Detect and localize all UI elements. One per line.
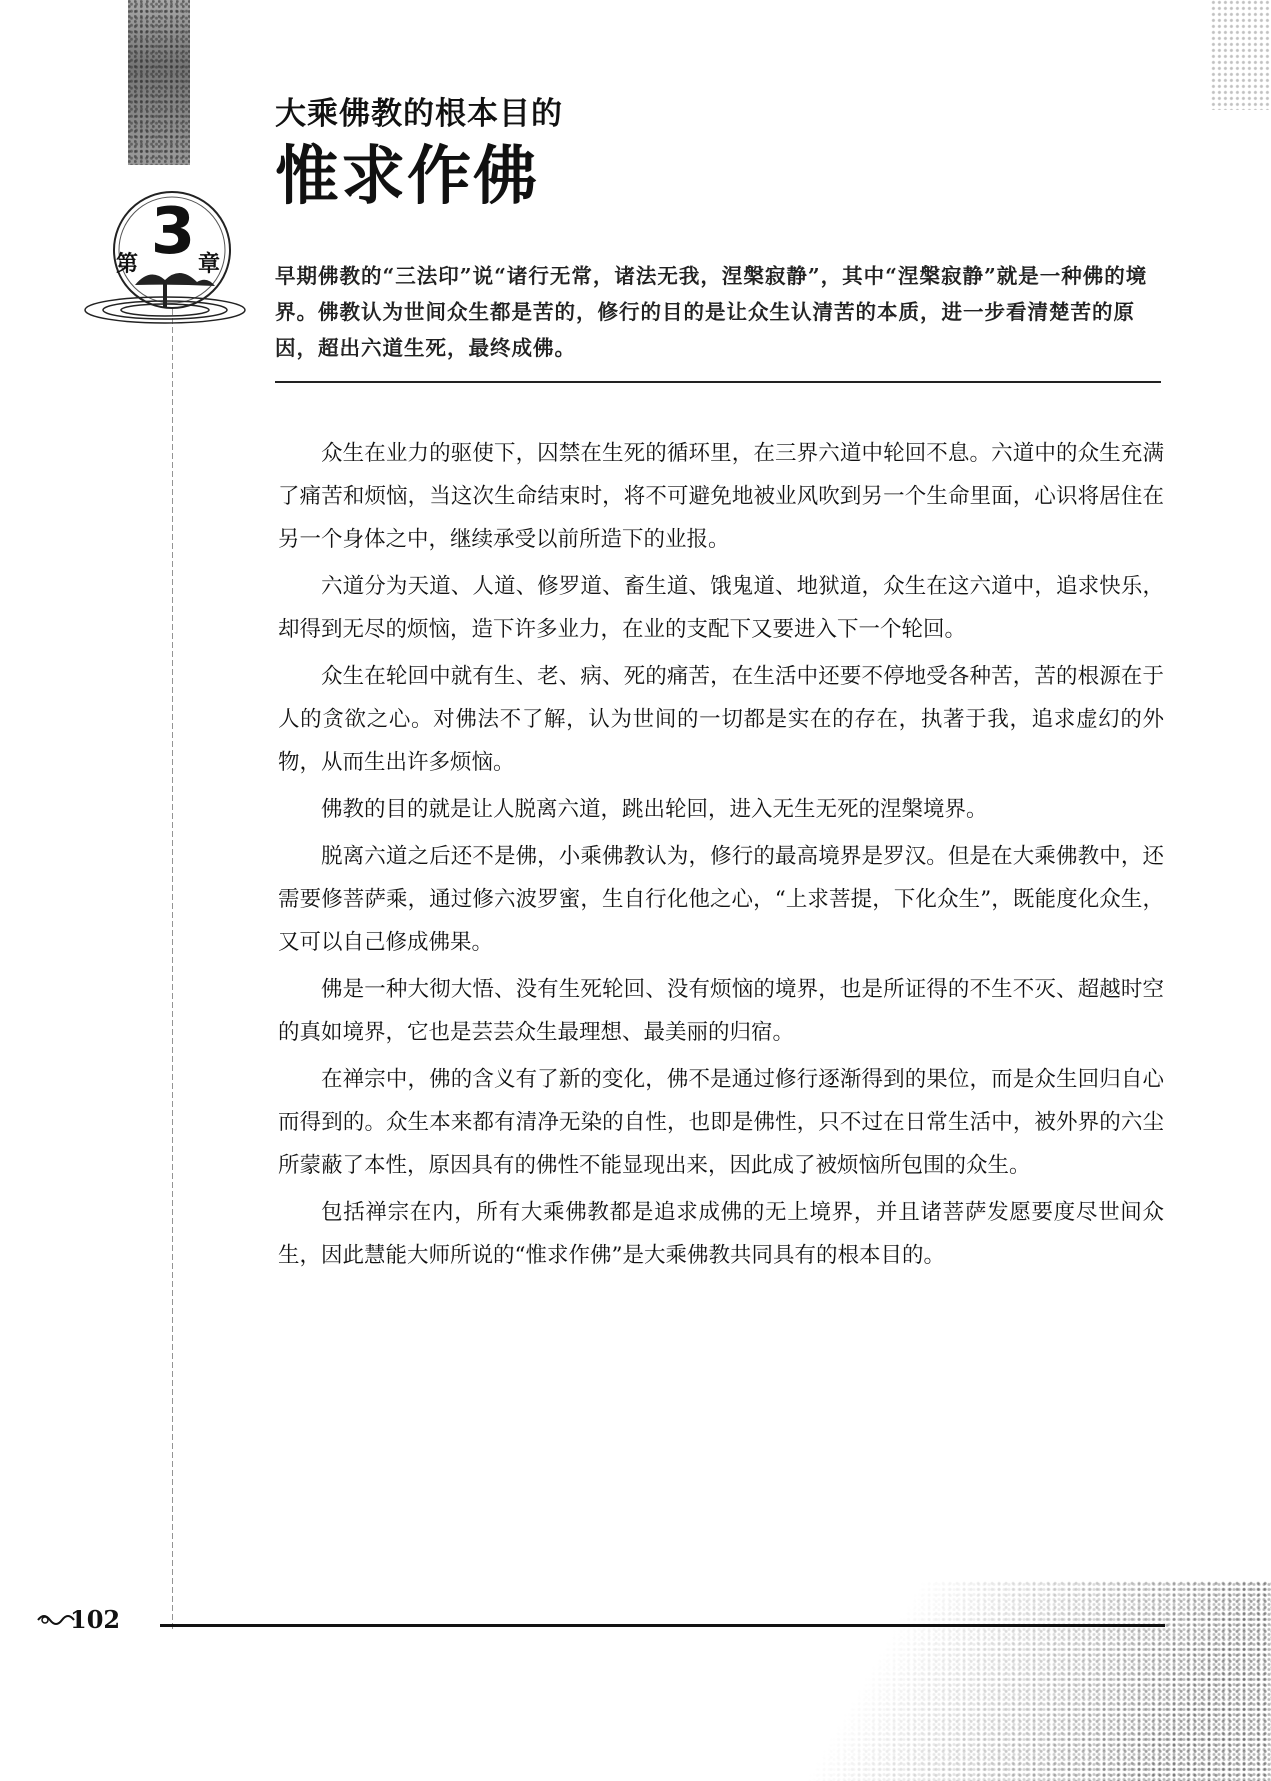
margin-line [172, 300, 173, 1630]
scan-noise-top-right [1211, 0, 1271, 110]
paragraph: 佛是一种大彻大悟、没有生死轮回、没有烦恼的境界，也是所证得的不生不灭、超越时空的真如境界，它也是芸芸众生最理想、最美丽的归宿。 [278, 977, 1164, 1045]
paragraph: 包括禅宗在内，所有大乘佛教都是追求成佛的无上境界，并且诸菩萨发愿要度尽世间众生，因此慧能大师所说的“惟求作佛”是大乘佛教共同具有的根本目的。 [278, 1200, 1164, 1268]
body-text [278, 432, 1164, 1281]
paragraph: 六道分为天道、人道、修罗道、畜生道、饿鬼道、地狱道，众生在这六道中，追求快乐，却得到无尽的烦恼，造下许多业力，在业的支配下又要进入下一个轮回。 [278, 574, 1164, 642]
scan-noise-bottom-right [801, 1581, 1271, 1781]
paragraph: 众生在业力的驱使下，囚禁在生死的循环里，在三界六道中轮回不息。六道中的众生充满了痛苦和烦恼，当这次生命结束时，将不可避免地被业风吹到另一个生命里面，心识将居住在另一个身体之中，继续承受以前所造下的业报。 [278, 441, 1164, 552]
chapter-number: 3 [150, 195, 196, 269]
intro-divider [275, 381, 1161, 383]
paragraph: 在禅宗中，佛的含义有了新的变化，佛不是通过修行逐渐得到的果位，而是众生回归自心而得到的。众生本来都有清净无染的自性，也即是佛性，只不过在日常生活中，被外界的六尘所蒙蔽了本性，原因具有的佛性不能显现出来，因此成了被烦恼所包围的众生。 [278, 1067, 1164, 1178]
paragraph: 佛教的目的就是让人脱离六道，跳出轮回，进入无生无死的涅槃境界。 [321, 797, 988, 822]
paragraph: 众生在轮回中就有生、老、病、死的痛苦，在生活中还要不停地受各种苦，苦的根源在于人的贪欲之心。对佛法不了解，认为世间的一切都是实在的存在，执著于我，追求虚幻的外物，从而生出许多烦恼。 [278, 664, 1164, 775]
paragraph: 脱离六道之后还不是佛，小乘佛教认为，修行的最高境界是罗汉。但是在大乘佛教中，还需要修菩萨乘，通过修六波罗蜜，生自行化他之心，“上求菩提，下化众生”，既能度化众生，又可以自己修成佛果。 [278, 844, 1164, 955]
chapter-intro: 早期佛教的“三法印”说“诸行无常，诸法无我，涅槃寂静”，其中“涅槃寂静”就是一种佛的境界。佛教认为世间众生都是苦的，修行的目的是让众生认清苦的本质，进一步看清楚苦的原因，超出六道生死，最终成佛。 [275, 264, 1148, 360]
footer-rule [160, 1624, 1165, 1627]
page-number: 102 [70, 1605, 121, 1634]
chapter-prefix: 第 [116, 252, 139, 277]
chapter-subtitle: 大乘佛教的根本目的 [275, 96, 563, 132]
chapter-suffix: 章 [198, 252, 221, 277]
chapter-title: 惟求作佛 [275, 140, 539, 214]
scan-noise-top-left [128, 0, 190, 165]
